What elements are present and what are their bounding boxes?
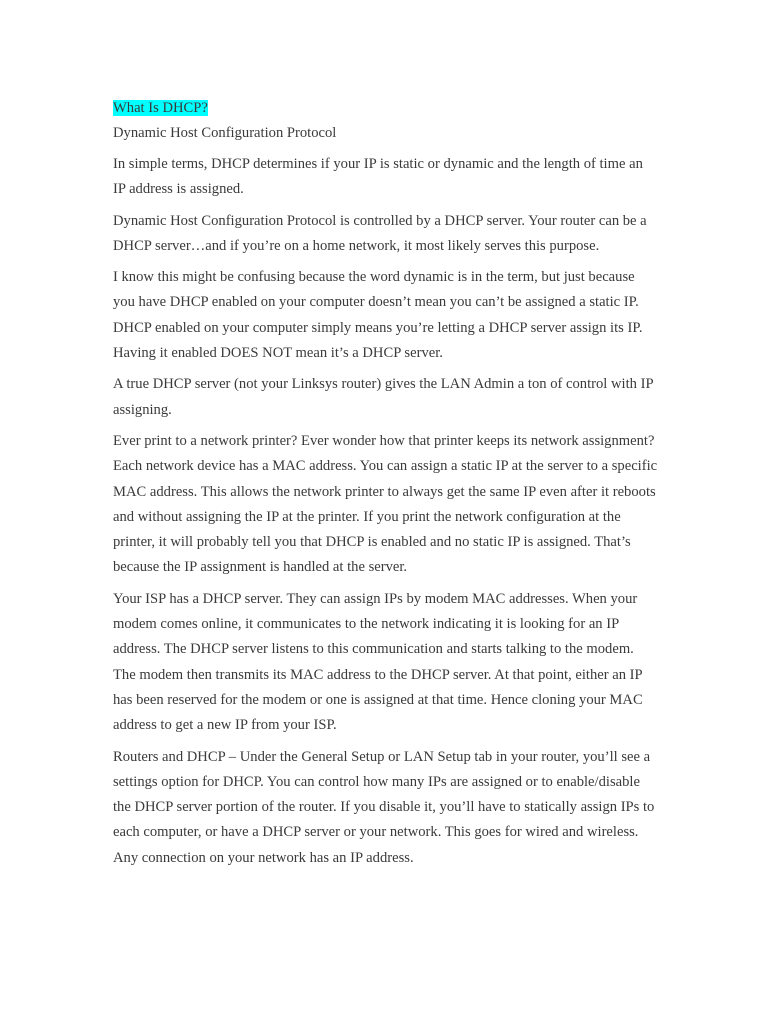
paragraph-routers-dhcp: Routers and DHCP – Under the General Setup or LAN Setup tab in your router, you’ll see a settings option for DHCP. You can control how many IPs are assigned or to enable/disable the DHCP server portion of the router. If you disable it, you’ll have to statically assign IPs to each computer, or have a DHCP server or your network. This goes for wired and wireless. Any connection on your network has an IP address. — [113, 748, 655, 866]
paragraph-dhcp-definition: In simple terms, DHCP determines if your IP is static or dynamic and the length of time an IP address is assigned. — [113, 156, 643, 198]
paragraph-dhcp-enabled: I know this might be confusing because the word dynamic is in the term, but just because you have DHCP enabled on your computer doesn’t mean you can’t be assigned a static IP. DHCP enabled on your computer simply means you’re letting a DHCP server assign its IP. Having it enabled DOES NOT mean it’s a DHCP server. — [113, 269, 643, 362]
paragraph-isp-dhcp: Your ISP has a DHCP server. They can assign IPs by modem MAC addresses. When your modem comes online, it communicates to the network indicating it is looking for an IP address. The DHCP server listens to this communication and starts talking to the modem. The modem then transmits its MAC address to the DHCP server. At that point, either an IP has been reserved for the modem or one is assigned at that time. Hence cloning your MAC address to get a new IP from your ISP. — [113, 590, 643, 734]
paragraph-true-dhcp-server: A true DHCP server (not your Linksys router) gives the LAN Admin a ton of control with IP assigning. — [113, 376, 654, 418]
document-subtitle: Dynamic Host Configuration Protocol — [113, 125, 337, 141]
paragraph-network-printer: Ever print to a network printer? Ever wonder how that printer keeps its network assignment? Each network device has a MAC address. You can assign a static IP at the server to a specific MAC address. This allows the network printer to always get the same IP even after it reboots and without assigning the IP at the printer. If you print the network configuration at the printer, it will probably tell you that DHCP is enabled and no static IP is assigned. That’s because the IP assignment is handled at the server. — [113, 432, 658, 576]
document-heading — [113, 96, 658, 121]
document-body — [113, 96, 658, 877]
heading-highlight: What Is DHCP? — [113, 100, 208, 116]
paragraph-dhcp-server: Dynamic Host Configuration Protocol is controlled by a DHCP server. Your router can be a DHCP server…and if you’re on a home network, it most likely serves this purpose. — [113, 212, 647, 254]
